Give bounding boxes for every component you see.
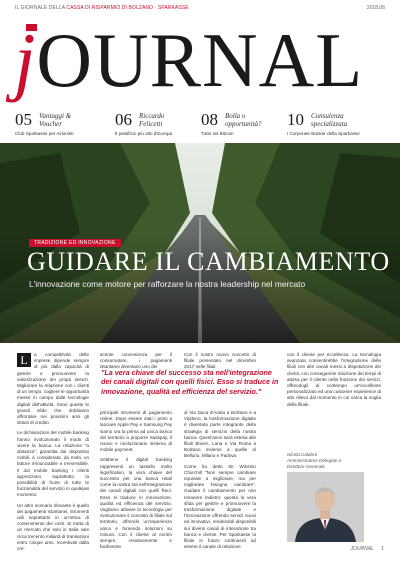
article-subheadline: L'innovazione come motore per rafforzare la nostra leadership nel mercato <box>29 279 306 289</box>
page-number: 1 <box>381 546 384 552</box>
signature-role: Direttore Generale <box>287 464 325 470</box>
toc-subtitle: Tutto sul Bitcoin <box>201 131 234 136</box>
page-footer <box>350 546 384 552</box>
article-headline: GUIDARE IL CAMBIAMENTO <box>27 247 390 276</box>
toc-subtitle: Club Sparkasse per Azionisti <box>15 131 74 136</box>
text-column-3 <box>184 410 256 550</box>
footer-label: JOURNAL <box>350 546 374 552</box>
text-column-2 <box>100 410 172 550</box>
tagline-prefix: IL GIORNALE DELLA <box>15 5 65 11</box>
drop-cap: L <box>17 353 31 367</box>
publication-tagline <box>15 5 189 11</box>
toc-item[interactable] <box>201 111 286 139</box>
toc-title: Riccardo Felicetti <box>139 112 165 128</box>
executive-portrait <box>287 472 364 542</box>
signature-role: Amministratore Delegato e <box>287 458 342 464</box>
toc-number: 06 <box>115 110 132 129</box>
paragraph: Le dichiarazioni del mobile banking hanno rivoluzionato il modo di vivere la banca. La relazione "a distanza", garantita dai dispositivi mobili, è considerata, da molti, un fattore irrinunciabile e irreversibile. Il dal mobile banking i clienti apprezzano soprattutto la possibilità di fruire di tutte le funzionalità del servizio in qualsiasi momento. <box>17 430 89 498</box>
signature-name: Nicola Calabrò <box>287 452 318 457</box>
toc-subtitle: I Corporate Banker della Sparkasse <box>287 131 360 136</box>
signature <box>287 452 367 471</box>
toc-item[interactable] <box>287 111 387 139</box>
toc-title: Bolla o opportunità? <box>225 112 262 128</box>
masthead: jOURNAL <box>14 17 364 103</box>
paragraph: Come ha detto Sir Winston Churchill "Non sempre cambiare equivale a migliorare, ma per migliorare bisogna cambiare". Guidare il cambiamento per non rimanere indietro: questa la vera sfida per gestire e promuovere la trasformazione digitale e l'innovazione offrendo servizi nuovi ed innovativi, rendendoli disponibili sui diversi canali di interazione tra banca e cliente. Per Sparkasse la filiale in futuro continuerà ad essere il canale di relazione <box>184 463 256 550</box>
pull-quote: "La vera chiave del successo sta nell'integrazione dei canali digitali con quelli fisici. Esso si traduce in innovazione, qualità ed efficienza del servizio." <box>101 368 279 396</box>
col4-top: con il cliente per eccellenza. La tecnologia avanzata consentirebbe l'integrazione delle filiali con altri canali messi a disposizione dei clienti, con conseguente riduzione dei tempi di attesa per il cliente nella fruizione dei servizi, offrendogli al contempo un'eccellente personalizzato ed una customer experience di alto rilievo dal momento in cui varca la soglia della filiale. <box>287 352 381 407</box>
toc-number: 08 <box>201 110 218 129</box>
category-tag: TRADIZIONE ED INNOVAZIONE <box>29 239 121 247</box>
toc-title: Vantaggi & Voucher <box>39 112 72 128</box>
toc-number: 10 <box>287 110 304 129</box>
toc-item[interactable] <box>115 111 200 139</box>
toc-subtitle: Il pastificio più alto d'Europa <box>115 131 173 136</box>
paragraph: di Via Duca d'Aosta a Bolzano e a Vipiteno, la trasformazione digitale è diventata parte integrante della strategia di servizio della nostra banca. Quest'anno sarà estesa alle filiali Brixen, Lana e Via Roma a Bolzano insieme a quelle di Belluno, Milano e Padova. <box>184 410 256 459</box>
toc-number: 05 <box>15 110 32 129</box>
text-column-1 <box>17 352 89 552</box>
col2-top: scente convenienza per il consumatore, i pagamenti istantanei diventano uno dei <box>100 352 172 370</box>
masthead-rest: OURNAL <box>36 17 364 103</box>
col3-top: Con il nostro nuovo concetto di filiale presentato nel dicembre 2017 nelle filiali <box>184 352 256 370</box>
issue-number: 2018.06 <box>366 5 385 11</box>
tagline-bank: CASSA DI RISPARMIO DI BOLZANO · SPARKASSE <box>66 5 189 11</box>
paragraph: Sebbene il digital banking rappresenti un tassello molto significativo, la vera chiave del successo per una banca retail come la nostra sta nell'integrazione dei canali digitali con quelli fisici. Esso si traduce in innovazione, qualità ed efficienza del servizio. Vogliamo attivare la tecnologia per rivoluzionare il concetto di filiale sul territorio, offrendo un'esperienza unica e fornendo soluzioni su misura. Con il cliente al centro sempre, creativamente e facilmente. <box>100 457 172 550</box>
paragraph: a competitività delle imprese dipende sempre di più dalla capacità di gestire e promuovere la valorizzazione dei propri servizi. Migliorare la relazione con i clienti di un tempo, cogliere le opportunità messe in campo dalle tecnologie digitali dell'attività. Sono queste le grandi sfide che dobbiamo affrontare nei prossimi anni gli istituti di credito. <box>17 352 89 426</box>
paragraph: principali strumenti di pagamento online. Dopo essere stati i primi a lanciare Apple Pay e Samsung Pay siamo ora la prima ad unica banca del territorio a proporre Satispay, il nuovo e rivoluzionario sistema di mobile payment. <box>100 410 172 453</box>
toc-item[interactable] <box>15 111 100 139</box>
paragraph: Un altro scenario rilevante è quello dei pagamenti istantanei, strumenti utili soprattutto in un'ottica di contenimento dei costi. Si tratta di un mercato che solo in Italia vale circa trecento miliardi di transazioni entro cinque anni. Incentivati dalla cre- <box>17 502 89 552</box>
toc-title: Consulenza specializzata <box>311 112 348 128</box>
